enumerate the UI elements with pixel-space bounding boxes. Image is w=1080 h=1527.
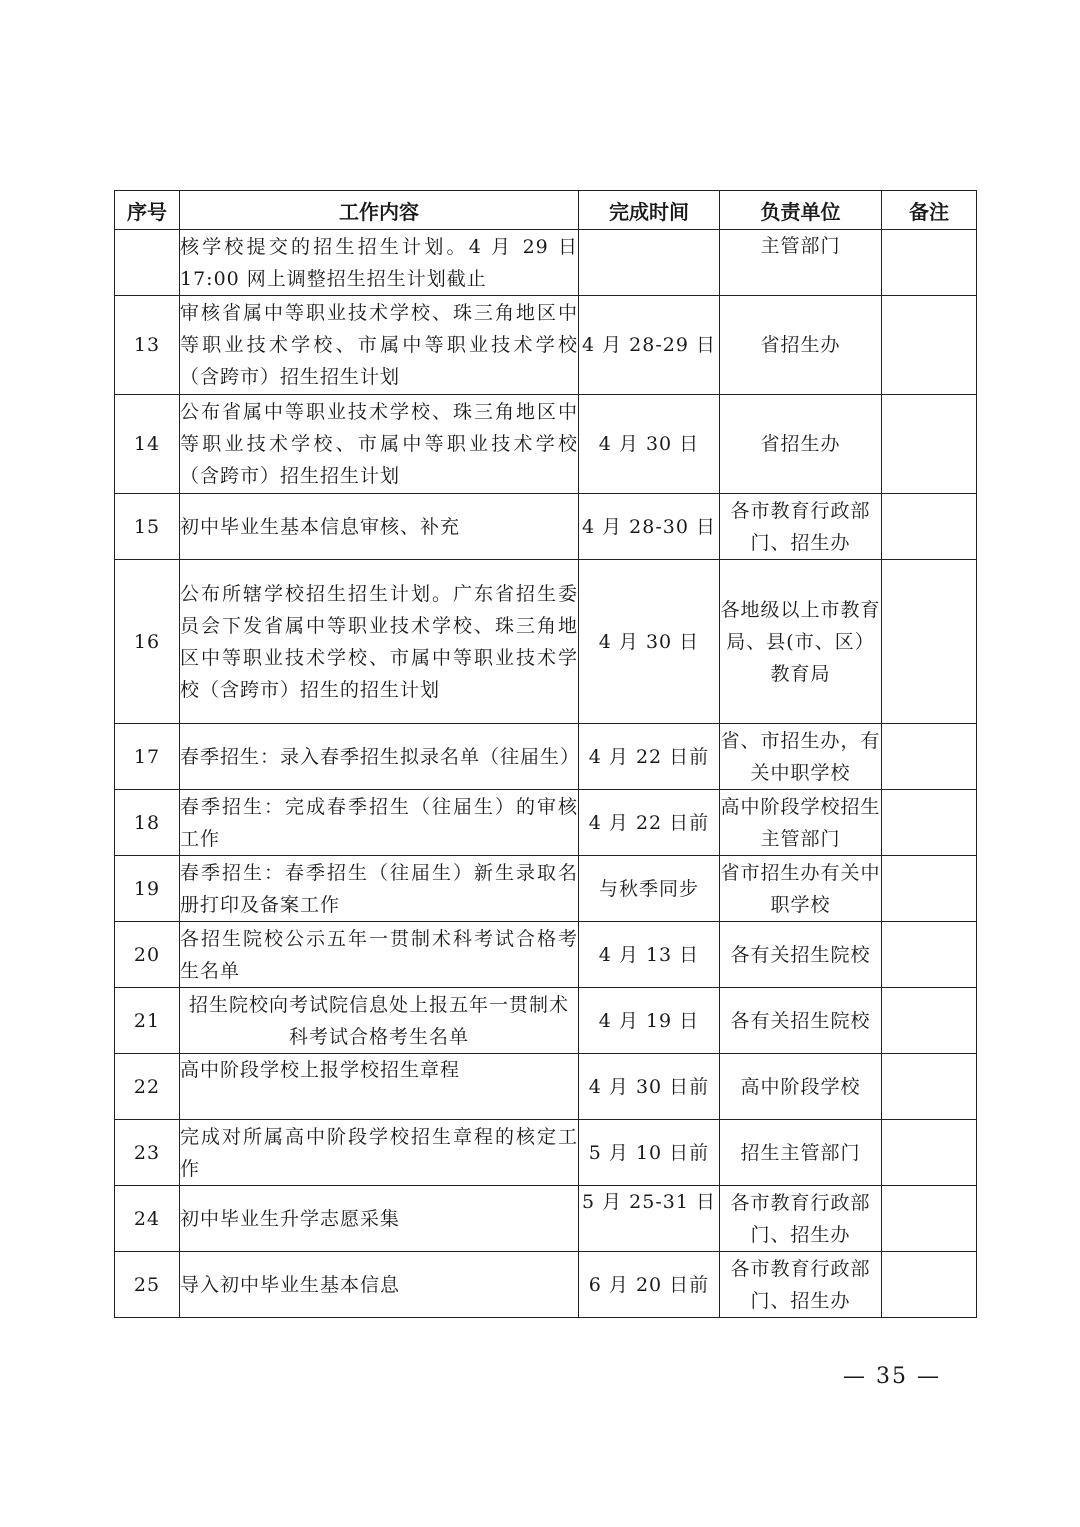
row-content: 高中阶段学校上报学校招生章程 <box>180 1054 579 1120</box>
header-time: 完成时间 <box>579 191 720 230</box>
row-unit: 各地级以上市教育局、县(市、区）教育局 <box>720 560 882 724</box>
row-content: 初中毕业生基本信息审核、补充 <box>180 494 579 560</box>
row-unit: 各市教育行政部门、招生办 <box>720 1252 882 1318</box>
row-seq: 22 <box>115 1054 180 1120</box>
row-time: 4 月 22 日前 <box>579 790 720 856</box>
row-time: 4 月 30 日 <box>579 560 720 724</box>
row-seq: 15 <box>115 494 180 560</box>
row-unit: 各市教育行政部门、招生办 <box>720 494 882 560</box>
row-note <box>882 1186 977 1252</box>
row-time: 4 月 28-30 日 <box>579 494 720 560</box>
header-unit: 负责单位 <box>720 191 882 230</box>
row-unit: 省市招生办有关中职学校 <box>720 856 882 922</box>
row-note <box>882 560 977 724</box>
table-row <box>115 1252 977 1318</box>
row-time: 4 月 30 日 <box>579 395 720 494</box>
row-unit: 招生主管部门 <box>720 1120 882 1186</box>
table-row <box>115 230 977 296</box>
row-note <box>882 790 977 856</box>
row-note <box>882 856 977 922</box>
table-row <box>115 494 977 560</box>
row-note <box>882 922 977 988</box>
row-content: 完成对所属高中阶段学校招生章程的核定工作 <box>180 1120 579 1186</box>
row-time: 4 月 22 日前 <box>579 724 720 790</box>
row-unit: 省、市招生办，有关中职学校 <box>720 724 882 790</box>
row-time: 与秋季同步 <box>579 856 720 922</box>
row-time: 4 月 28-29 日 <box>579 296 720 395</box>
header-content: 工作内容 <box>180 191 579 230</box>
row-time: 4 月 30 日前 <box>579 1054 720 1120</box>
row-unit: 各市教育行政部门、招生办 <box>720 1186 882 1252</box>
row-unit: 各有关招生院校 <box>720 988 882 1054</box>
row-unit: 各有关招生院校 <box>720 922 882 988</box>
row-content: 公布所辖学校招生招生计划。广东省招生委员会下发省属中等职业技术学校、珠三角地区中等职业技术学校、市属中等职业技术学校（含跨市）招生的招生计划 <box>180 560 579 724</box>
row-unit: 省招生办 <box>720 395 882 494</box>
row-time: 5 月 10 日前 <box>579 1120 720 1186</box>
row-content: 招生院校向考试院信息处上报五年一贯制术科考试合格考生名单 <box>180 988 579 1054</box>
header-seq: 序号 <box>115 191 180 230</box>
row-time: 5 月 25-31 日 <box>579 1186 720 1252</box>
row-time: 6 月 20 日前 <box>579 1252 720 1318</box>
row-content: 各招生院校公示五年一贯制术科考试合格考生名单 <box>180 922 579 988</box>
row-content: 公布省属中等职业技术学校、珠三角地区中等职业技术学校、市属中等职业技术学校（含跨市）招生招生计划 <box>180 395 579 494</box>
row-content: 春季招生：完成春季招生（往届生）的审核工作 <box>180 790 579 856</box>
row-seq: 21 <box>115 988 180 1054</box>
row-seq: 23 <box>115 1120 180 1186</box>
row-seq: 25 <box>115 1252 180 1318</box>
row-seq: 14 <box>115 395 180 494</box>
header-note: 备注 <box>882 191 977 230</box>
row-time: 4 月 13 日 <box>579 922 720 988</box>
table-row <box>115 1120 977 1186</box>
row-seq: 18 <box>115 790 180 856</box>
table-row <box>115 988 977 1054</box>
row-note <box>882 724 977 790</box>
table-row <box>115 724 977 790</box>
table-row <box>115 790 977 856</box>
row-time <box>579 230 720 296</box>
row-content: 审核省属中等职业技术学校、珠三角地区中等职业技术学校、市属中等职业技术学校（含跨市）招生招生计划 <box>180 296 579 395</box>
row-content: 春季招生：录入春季招生拟录名单（往届生） <box>180 724 579 790</box>
row-note <box>882 494 977 560</box>
row-note <box>882 988 977 1054</box>
table-row <box>115 560 977 724</box>
row-seq <box>115 230 180 296</box>
table-row <box>115 856 977 922</box>
row-seq: 20 <box>115 922 180 988</box>
row-note <box>882 230 977 296</box>
row-content: 导入初中毕业生基本信息 <box>180 1252 579 1318</box>
table-row <box>115 1054 977 1120</box>
row-note <box>882 1054 977 1120</box>
row-unit: 主管部门 <box>720 230 882 296</box>
row-seq: 24 <box>115 1186 180 1252</box>
table-row <box>115 395 977 494</box>
row-note <box>882 395 977 494</box>
row-seq: 13 <box>115 296 180 395</box>
row-unit: 高中阶段学校 <box>720 1054 882 1120</box>
row-time: 4 月 19 日 <box>579 988 720 1054</box>
row-unit: 高中阶段学校招生主管部门 <box>720 790 882 856</box>
row-seq: 17 <box>115 724 180 790</box>
row-note <box>882 296 977 395</box>
row-note <box>882 1120 977 1186</box>
row-unit: 省招生办 <box>720 296 882 395</box>
row-content: 初中毕业生升学志愿采集 <box>180 1186 579 1252</box>
table-row <box>115 922 977 988</box>
table-row <box>115 296 977 395</box>
table-row <box>115 1186 977 1252</box>
row-note <box>882 1252 977 1318</box>
row-seq: 19 <box>115 856 180 922</box>
row-content: 核学校提交的招生招生计划。4 月 29 日 17:00 网上调整招生招生计划截止 <box>180 230 579 296</box>
row-seq: 16 <box>115 560 180 724</box>
table-header-row <box>115 191 977 230</box>
schedule-table <box>114 190 977 1318</box>
page-number: — 35 — <box>843 1364 941 1389</box>
row-content: 春季招生：春季招生（往届生）新生录取名册打印及备案工作 <box>180 856 579 922</box>
